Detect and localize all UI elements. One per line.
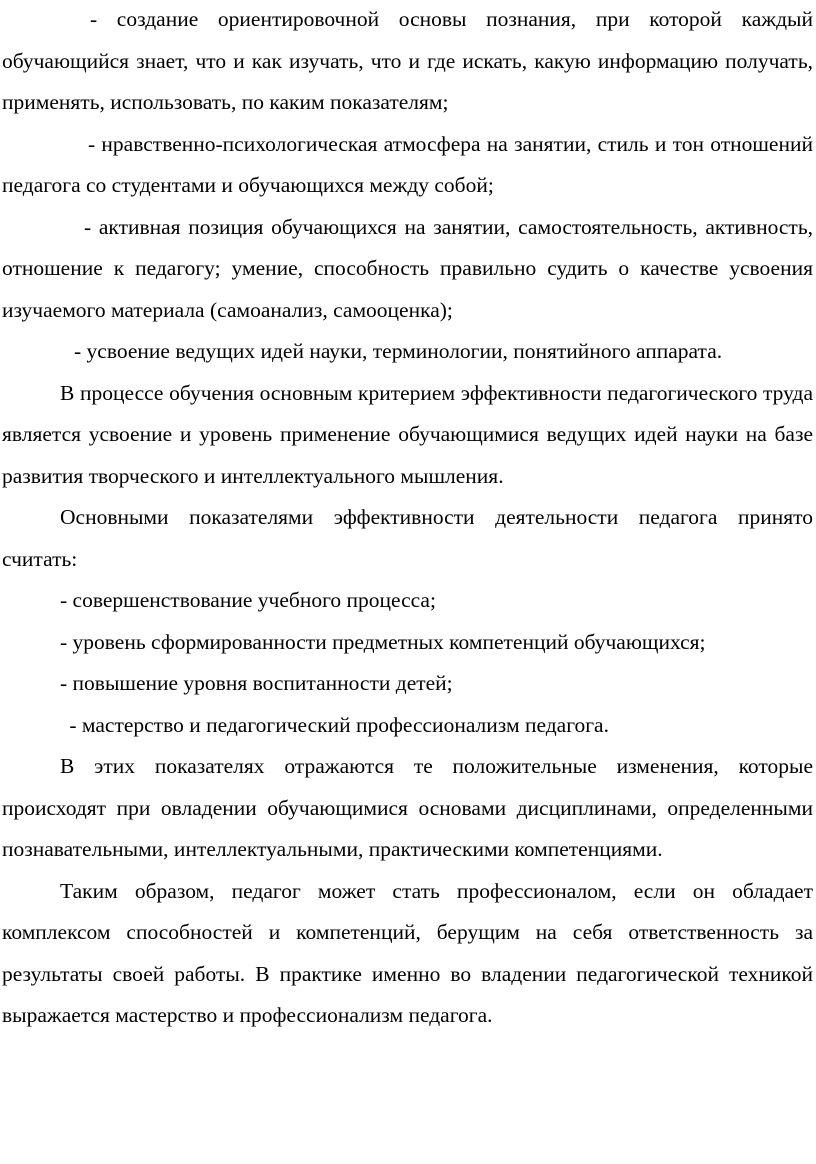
list-item: - активная позиция обучающихся на занятии, самостоятельность, активность, отношение к педагогу; умение, способность правильно судить о качестве усвоения изучаемого материала (самоанализ, самооценка); <box>2 214 813 322</box>
document-body <box>2 0 813 1037</box>
paragraph: В этих показателях отражаются те положительные изменения, которые происходят при овладении обучающимися основами дисциплинами, определенными познавательными, интеллектуальными, практическими компетенциями. <box>2 754 813 861</box>
list-item: - мастерство и педагогический профессионализм педагога. <box>64 712 609 737</box>
paragraph: Таким образом, педагог может стать профессионалом, если он обладает комплексом способностей и компетенций, берущим на себя ответственность за результаты своей работы. В практике именно во владении педагогической техникой выражается мастерство и профессионализм педагога. <box>2 878 813 1027</box>
list-item: - уровень сформированности предметных компетенций обучающихся; <box>60 629 706 654</box>
list-item: - нравственно-психологическая атмосфера на занятии, стиль и тон отношений педагога со студентами и обучающихся между собой; <box>2 131 813 197</box>
list-item: - совершенствование учебного процесса; <box>60 588 436 612</box>
list-item: - создание ориентировочной основы познания, при которой каждый обучающийся знает, что и как изучать, что и где искать, какую информацию получать, применять, использовать, по каким показателям; <box>2 7 813 114</box>
list-item: - повышение уровня воспитанности детей; <box>60 671 453 695</box>
paragraph: Основными показателями эффективности деятельности педагога принято считать: <box>2 505 813 571</box>
paragraph: В процессе обучения основным критерием эффективности педагогического труда является усвоение и уровень применение обучающимися ведущих идей науки на базе развития творческого и интеллектуального мышления. <box>2 380 813 488</box>
list-item: - усвоение ведущих идей науки, терминологии, понятийного аппарата. <box>74 339 723 363</box>
